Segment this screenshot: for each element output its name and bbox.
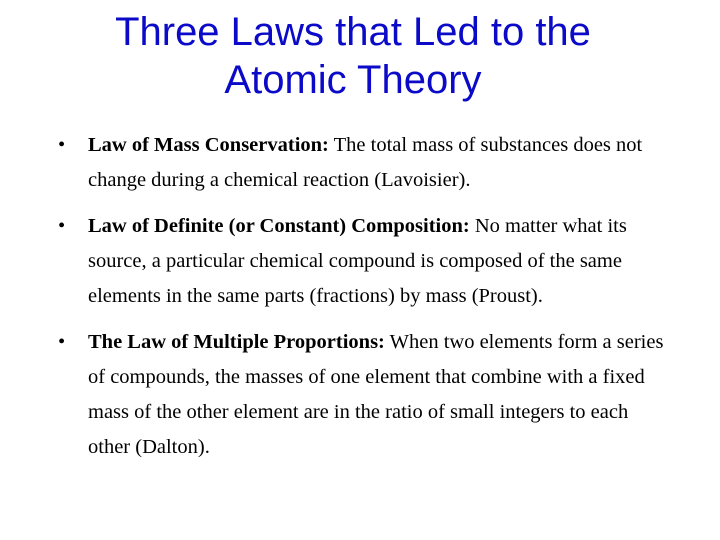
title-line-2: Atomic Theory (224, 58, 482, 102)
bullet-text: The total mass of substances does not change during a chemical reaction (Lavoisier). (88, 134, 643, 191)
bullet-icon: • (58, 134, 66, 156)
bullet-term: The Law of Multiple Proportions: (88, 331, 385, 353)
bullet-term: Law of Definite (or Constant) Composition: (88, 215, 470, 237)
slide-title (40, 8, 666, 104)
bullet-multiple-proportions (58, 325, 673, 465)
bullet-definite-composition (58, 209, 673, 314)
bullet-text: No matter what its source, a particular chemical compound is composed of the same elements in the same parts (fractions) by mass (Proust). (88, 215, 627, 307)
bullet-icon: • (58, 215, 66, 237)
title-line-1: Three Laws that Led to the (115, 10, 591, 54)
bullet-mass-conservation (58, 128, 673, 198)
bullet-term: Law of Mass Conservation: (88, 134, 329, 156)
bullet-text: When two elements form a series of compounds, the masses of one element that combine with a fixed mass of the other element are in the ratio of small integers to each other (Dalton). (88, 331, 664, 458)
bullet-icon: • (58, 331, 66, 353)
bullet-list (58, 128, 673, 476)
